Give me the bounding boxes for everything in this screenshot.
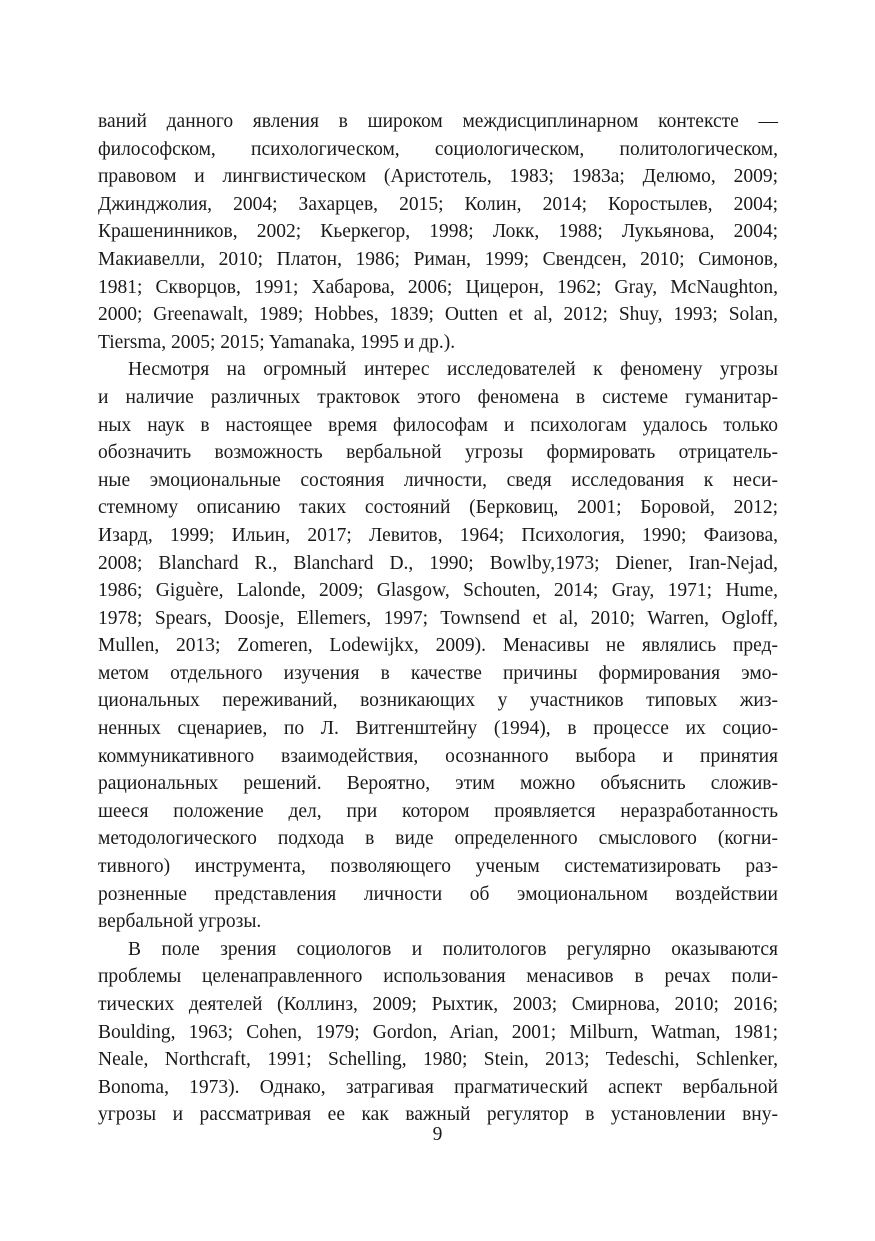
text-line: Tiersma, 2005; 2015; Yamanaka, 1995 и др.). (98, 331, 456, 353)
text-line: метом отдельного изучения в качестве причины формирования эмо- (98, 662, 778, 684)
text-line: ные эмоциональные состояния личности, сведя исследования к неси- (98, 469, 778, 491)
text-line: правовом и лингвистическом (Аристотель, 1983; 1983а; Делюмо, 2009; (98, 166, 778, 188)
text-line: вербальной угрозы. (98, 911, 262, 933)
text-line: 2000; Greenawalt, 1989; Hobbes, 1839; Outten et al, 2012; Shuy, 1993; Solan, (98, 304, 778, 326)
text-line: ных наук в настоящее время философам и психологам удалось только (98, 414, 778, 436)
text-line: проблемы целенаправленного использования менасивов в речах поли- (98, 966, 778, 988)
text-line: философском, психологическом, социологическом, политологическом, (98, 138, 778, 160)
text-line: Джинджолия, 2004; Захарцев, 2015; Колин, 2014; Коростылев, 2004; (98, 193, 778, 215)
text-line: Mullen, 2013; Zomeren, Lodewijkx, 2009). Менасивы не являлись пред- (98, 635, 778, 657)
text-line: В поле зрения социологов и политологов регулярно оказываются (128, 938, 778, 960)
text-line: коммуникативного взаимодействия, осознанного выбора и принятия (98, 745, 778, 767)
text-line: ваний данного явления в широком междисциплинарном контексте — (98, 111, 778, 132)
text-line: 1981; Скворцов, 1991; Хабарова, 2006; Цицерон, 1962; Gray, McNaughton, (98, 276, 778, 298)
text-line: 2008; Blanchard R., Blanchard D., 1990; Bowlby,1973; Diener, Iran-Nejad, (98, 552, 778, 574)
text-line: 1978; Spears, Doosje, Ellemers, 1997; Townsend et al, 2010; Warren, Ogloff, (98, 607, 778, 629)
text-line: Крашенинников, 2002; Кьеркегор, 1998; Локк, 1988; Лукьянова, 2004; (98, 221, 778, 243)
text-line: Bonoma, 1973). Однако, затрагивая прагматический аспект вербальной (98, 1076, 778, 1098)
text-line: циональных переживаний, возникающих у участников типовых жиз- (98, 690, 778, 712)
text-line: методологического подхода в виде определенного смыслового (когни- (98, 828, 778, 850)
text-line: рациональных решений. Вероятно, этим можно объяснить сложив- (98, 773, 778, 795)
text-line: розненные представления личности об эмоциональном воздействии (98, 883, 778, 905)
text-line: стемному описанию таких состояний (Берковиц, 2001; Боровой, 2012; (98, 497, 778, 519)
text-line: обозначить возможность вербальной угрозы формировать отрицатель- (98, 442, 778, 464)
text-line: Neale, Northcraft, 1991; Schelling, 1980; Stein, 2013; Tedeschi, Schlenker, (98, 1049, 778, 1071)
text-line: Макиавелли, 2010; Платон, 1986; Риман, 1999; Свендсен, 2010; Симонов, (98, 248, 778, 270)
page-number: 9 (432, 1124, 443, 1145)
text-line: шееся положение дел, при котором проявляется неразработанность (98, 800, 778, 822)
text-line: тивного) инструмента, позволяющего ученым систематизировать раз- (98, 856, 778, 878)
text-line: и наличие различных трактовок этого феномена в системе гуманитар- (98, 386, 778, 408)
text-line: тических деятелей (Коллинз, 2009; Рыхтик, 2003; Смирнова, 2010; 2016; (98, 994, 778, 1015)
text-line: Изард, 1999; Ильин, 2017; Левитов, 1964; Психология, 1990; Фаизова, (98, 524, 778, 546)
text-line: угрозы и рассматривая ее как важный регулятор в установлении вну- (98, 1104, 778, 1126)
text-line: Несмотря на огромный интерес исследователей к феномену угрозы (128, 359, 778, 381)
text-line: ненных сценариев, по Л. Витгенштейну (1994), в процессе их социо- (98, 718, 778, 740)
text-line: Boulding, 1963; Cohen, 1979; Gordon, Arian, 2001; Milburn, Watman, 1981; (98, 1021, 778, 1043)
text-line: 1986; Giguère, Lalonde, 2009; Glasgow, Schouten, 2014; Gray, 1971; Hume, (98, 580, 778, 602)
body-text (98, 108, 778, 1129)
